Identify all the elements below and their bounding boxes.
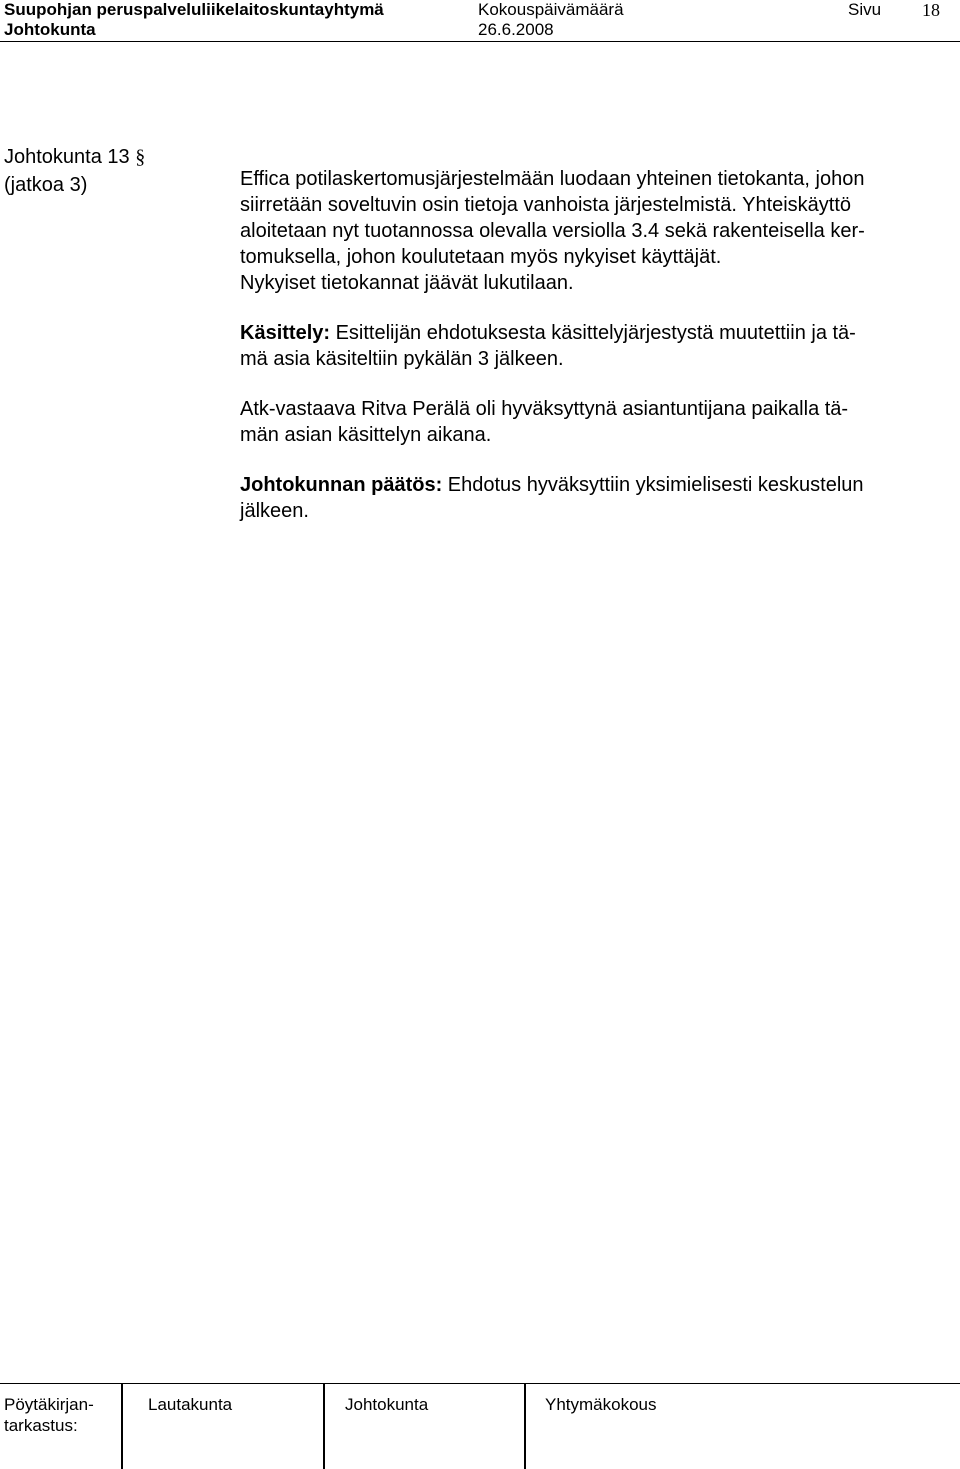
footer-column-divider <box>323 1384 325 1469</box>
footer-divider <box>0 1383 960 1384</box>
paragraph-expert: Atk-vastaava Ritva Perälä oli hyväksyttynä asiantuntijana paikalla tä- män asian käsittelyn aikana. <box>240 398 849 446</box>
footer-col-lautakunta: Lautakunta <box>148 1395 233 1414</box>
decision-text: Ehdotus hyväksyttiin yksimielisesti keskustelun jälkeen. <box>240 474 864 522</box>
footer-column-divider <box>524 1384 526 1469</box>
footer-col-yhtymakokous: Yhtymäkokous <box>545 1395 657 1414</box>
paragraph-processing <box>240 320 940 372</box>
footer-column-divider <box>121 1384 123 1469</box>
header-page-label: Sivu <box>848 0 882 19</box>
paragraph-background: Effica potilaskertomusjärjestelmään luodaan yhteinen tietokanta, johon siirretään soveltuvin osin tietoja vanhoista järjestelmistä. Yhteiskäyttö aloitetaan nyt tuotannossa olevalla versiolla 3.4 sekä rakenteisella ker- tomuksella, johon koulutetaan myös nykyiset käyttäjät. <box>240 168 865 268</box>
header-page-number: 18 <box>922 0 940 20</box>
section-continuation: (jatkoa 3) <box>4 174 88 196</box>
header-divider <box>0 41 960 42</box>
decision-label: Johtokunnan päätös: <box>240 474 443 496</box>
header-organization: Suupohjan peruspalveluliikelaitoskuntayhtymä <box>4 0 384 19</box>
footer-review-label: Pöytäkirjan- tarkastus: <box>4 1395 94 1435</box>
processing-text: Esittelijän ehdotuksesta käsittelyjärjestystä muutettiin ja tä- mä asia käsiteltiin pykälän 3 jälkeen. <box>240 322 856 370</box>
paragraph-databases: Nykyiset tietokannat jäävät lukutilaan. <box>240 272 574 294</box>
minutes-content <box>240 166 940 548</box>
paragraph-decision <box>240 472 940 524</box>
footer-col-johtokunta: Johtokunta <box>345 1395 429 1414</box>
header-body: Johtokunta <box>4 20 96 39</box>
section-symbol: § <box>135 146 146 168</box>
header-meeting-date-label: Kokouspäivämäärä <box>478 0 624 19</box>
section-title: Johtokunta 13 <box>4 146 130 168</box>
processing-label: Käsittely: <box>240 322 331 344</box>
section-reference <box>4 141 145 201</box>
header-meeting-date: 26.6.2008 <box>478 20 554 39</box>
